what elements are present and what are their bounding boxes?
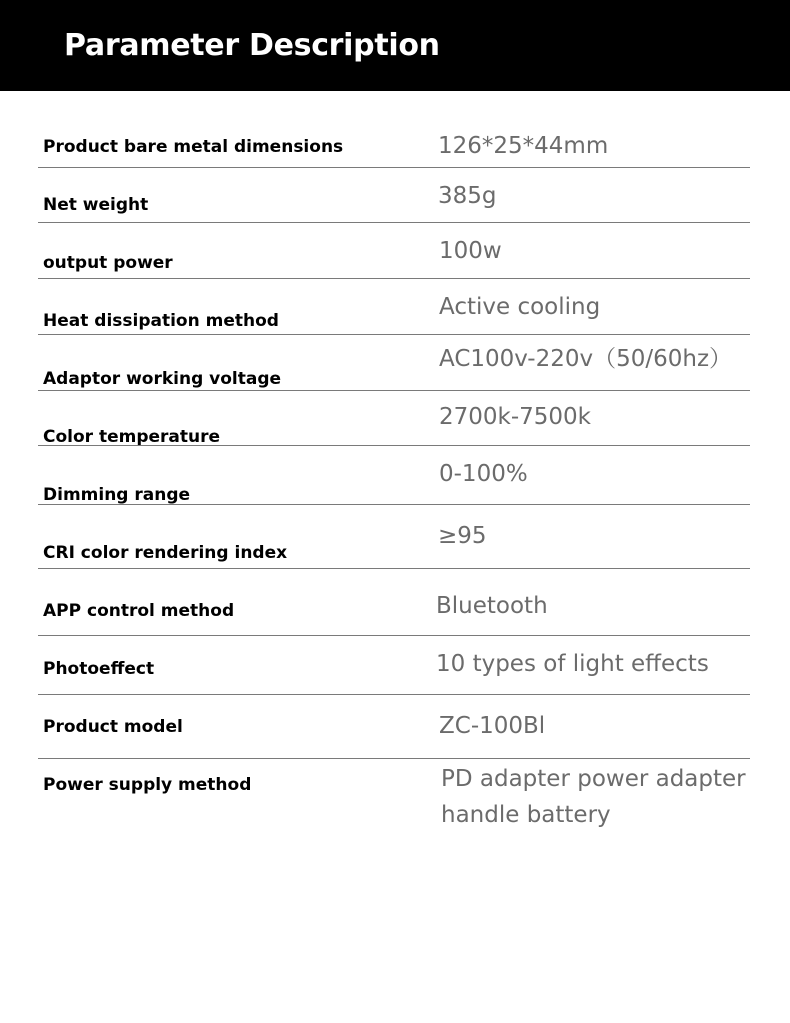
param-value-heat-dissipation: Active cooling bbox=[439, 294, 601, 320]
param-label-power-supply: Power supply method bbox=[43, 775, 252, 795]
param-label-output-power: output power bbox=[43, 253, 173, 273]
param-label-adaptor-voltage: Adaptor working voltage bbox=[43, 369, 282, 389]
row-divider bbox=[38, 334, 750, 335]
row-divider bbox=[38, 758, 750, 759]
row-divider bbox=[38, 278, 750, 279]
page-header bbox=[0, 0, 790, 91]
param-value-dimming-range: 0-100% bbox=[439, 461, 528, 487]
param-value-color-temperature: 2700k-7500k bbox=[439, 404, 592, 430]
param-value-net-weight: 385g bbox=[438, 183, 497, 209]
param-value-product-model: ZC-100Bl bbox=[439, 713, 546, 739]
param-label-net-weight: Net weight bbox=[43, 195, 149, 215]
row-divider bbox=[38, 635, 750, 636]
row-divider bbox=[38, 390, 750, 391]
param-value-cri-index: ≥95 bbox=[438, 523, 487, 549]
param-label-dimming-range: Dimming range bbox=[43, 485, 191, 505]
param-label-product-model: Product model bbox=[43, 717, 183, 737]
page-title: Parameter Description bbox=[64, 28, 440, 63]
param-label-photoeffect: Photoeffect bbox=[43, 659, 155, 679]
param-label-cri-index: CRI color rendering index bbox=[43, 543, 288, 563]
row-divider bbox=[38, 222, 750, 223]
row-divider bbox=[38, 167, 750, 168]
param-value-adaptor-voltage: AC100v-220v（50/60hz） bbox=[439, 346, 733, 372]
param-value-dimensions: 126*25*44mm bbox=[438, 133, 609, 159]
param-value-power-supply-line2: handle battery bbox=[441, 802, 611, 828]
row-divider bbox=[38, 568, 750, 569]
param-label-app-control: APP control method bbox=[43, 601, 235, 621]
row-divider bbox=[38, 694, 750, 695]
param-value-power-supply-line1: PD adapter power adapter bbox=[441, 766, 746, 792]
param-label-heat-dissipation: Heat dissipation method bbox=[43, 311, 279, 331]
row-divider bbox=[38, 504, 750, 505]
param-value-photoeffect: 10 types of light effects bbox=[436, 651, 709, 677]
param-value-app-control: Bluetooth bbox=[436, 593, 548, 619]
param-label-dimensions: Product bare metal dimensions bbox=[43, 137, 344, 157]
param-label-color-temperature: Color temperature bbox=[43, 427, 221, 447]
param-value-output-power: 100w bbox=[439, 238, 502, 264]
row-divider bbox=[38, 445, 750, 446]
